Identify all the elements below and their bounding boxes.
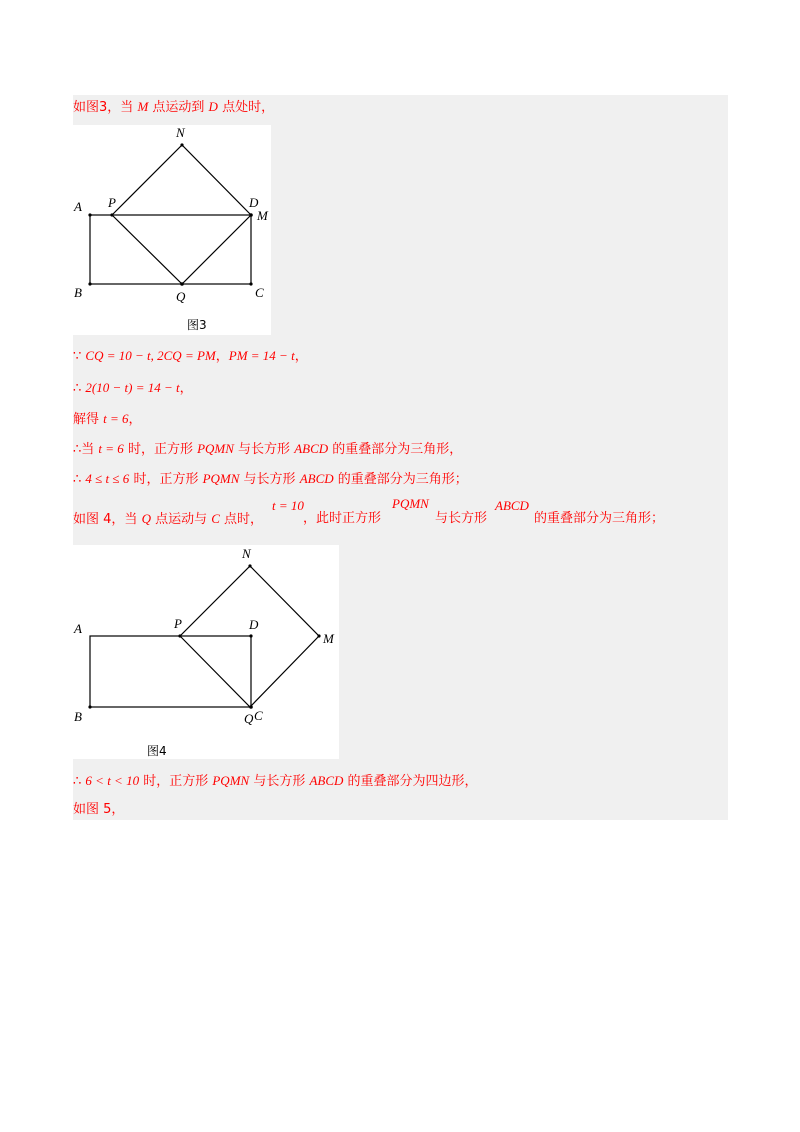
label-a: A bbox=[74, 621, 82, 636]
figure-3 bbox=[73, 125, 271, 335]
figure-3-caption: 图3 bbox=[187, 318, 207, 332]
text-line-5: ∴当 t = 6 时，正方形 PQMN 与长方形 ABCD 的重叠部分为三角形， bbox=[73, 441, 463, 457]
label-a: A bbox=[74, 199, 82, 214]
text-line-7: 如图 4，当 Q 点运动与 C 点时， bbox=[73, 511, 264, 527]
label-m: M bbox=[257, 208, 268, 223]
text-line-1: 如图3，当 M 点运动到 D 点处时， bbox=[73, 99, 275, 115]
text-line-7c: 与长方形 bbox=[435, 511, 488, 526]
label-m: M bbox=[323, 631, 334, 646]
text-line-3: ∴ 2(10 − t) = 14 − t， bbox=[73, 380, 193, 396]
label-b: B bbox=[74, 709, 82, 724]
figure-4 bbox=[73, 545, 339, 759]
math-pqmn: PQMN bbox=[392, 496, 429, 511]
text-line-4: 解得 t = 6， bbox=[73, 411, 142, 427]
text-line-7d: 的重叠部分为三角形； bbox=[534, 511, 665, 526]
label-c: C bbox=[254, 708, 263, 723]
label-n: N bbox=[242, 546, 251, 561]
math-t-equals-10: t = 10 bbox=[272, 498, 304, 513]
text-line-2: ∵ CQ = 10 − t, 2CQ = PM，PM = 14 − t， bbox=[73, 348, 308, 364]
label-n: N bbox=[176, 125, 185, 140]
label-c: C bbox=[255, 285, 264, 300]
math-abcd: ABCD bbox=[495, 498, 529, 513]
label-q: Q bbox=[176, 289, 186, 304]
figure-4-caption: 图4 bbox=[147, 744, 167, 758]
label-d: D bbox=[249, 195, 259, 210]
text-line-8: ∴ 6 < t < 10 时，正方形 PQMN 与长方形 ABCD 的重叠部分为四边形， bbox=[73, 773, 478, 789]
label-p: P bbox=[108, 195, 116, 210]
label-b: B bbox=[74, 285, 82, 300]
text-line-6: ∴ 4 ≤ t ≤ 6 时，正方形 PQMN 与长方形 ABCD 的重叠部分为三角形； bbox=[73, 471, 468, 487]
label-d: D bbox=[249, 617, 259, 632]
rectangle-abcd bbox=[90, 636, 251, 707]
text-line-7b: ，此时正方形 bbox=[303, 511, 382, 526]
rectangle-abcd bbox=[90, 215, 251, 284]
label-q: Q bbox=[244, 711, 254, 726]
text-line-9: 如图 5， bbox=[73, 802, 125, 817]
label-p: P bbox=[174, 616, 182, 631]
